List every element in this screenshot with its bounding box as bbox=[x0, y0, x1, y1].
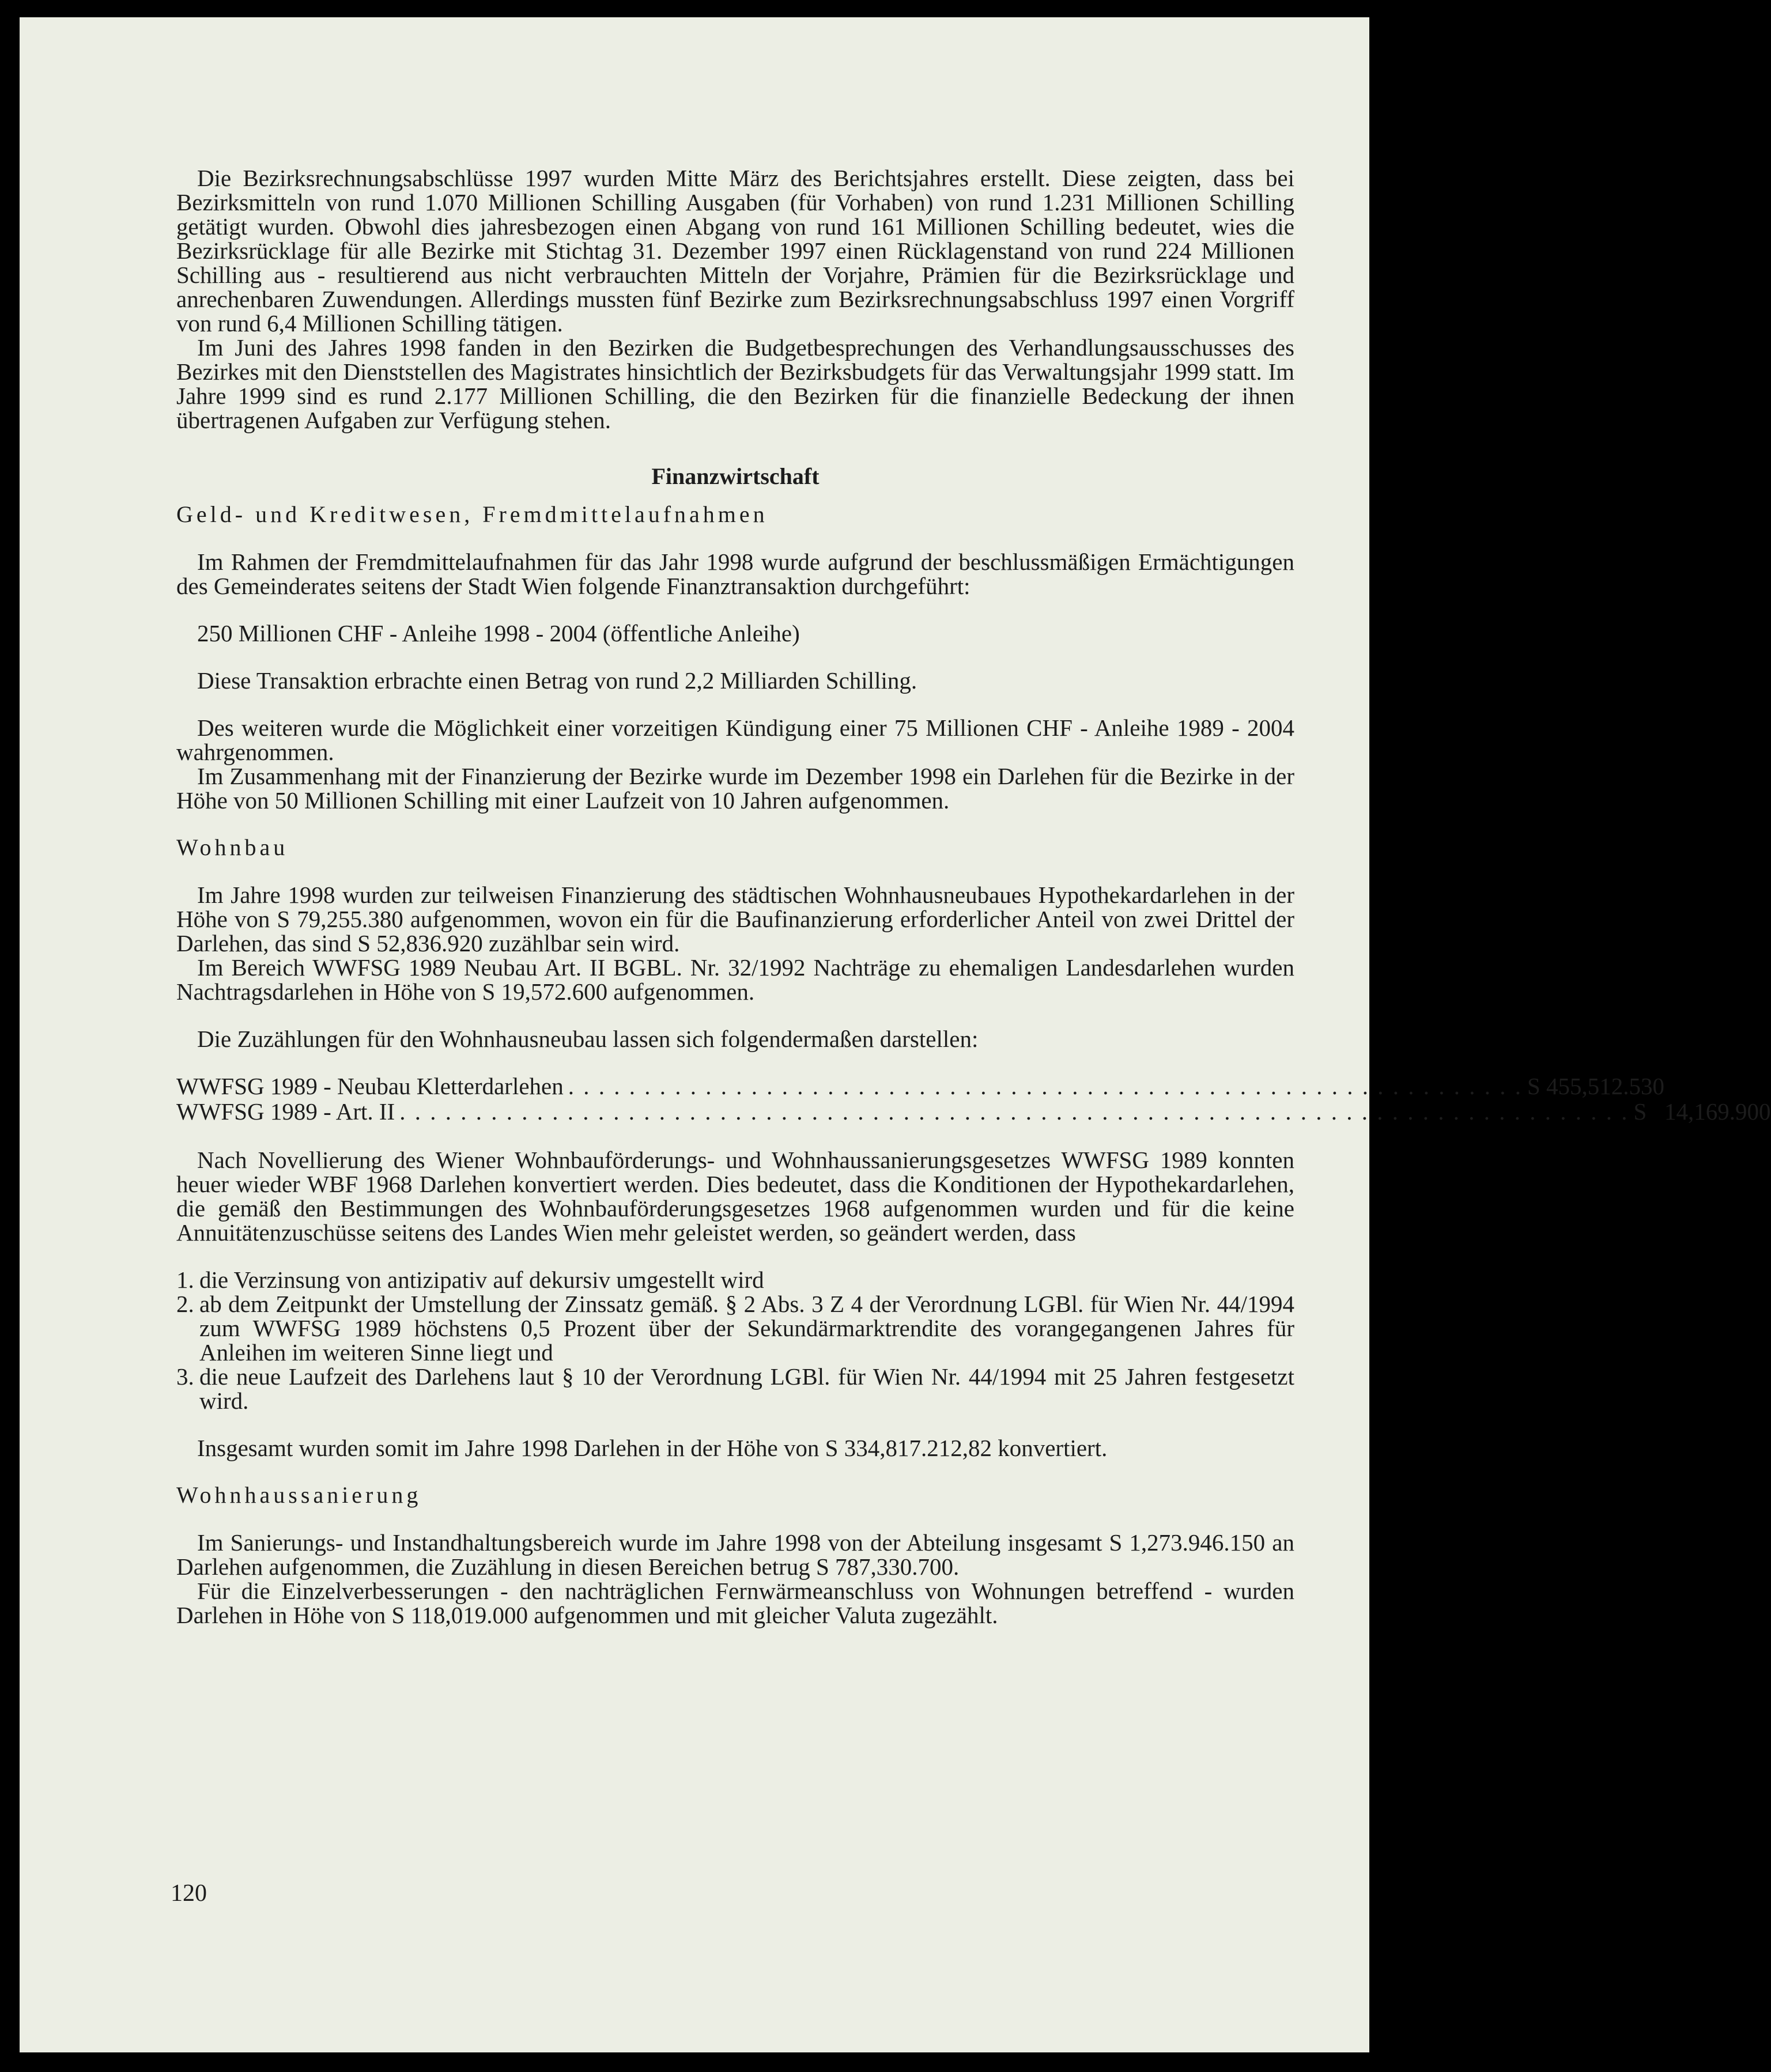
konditionen-list bbox=[176, 1268, 1294, 1413]
ledger-row bbox=[176, 1098, 1771, 1125]
document-page bbox=[20, 17, 1771, 2052]
list-item-number: 2. bbox=[176, 1291, 194, 1317]
paragraph-hypothekardarlehen: Im Jahre 1998 wurden zur teilweisen Finanzierung des städtischen Wohnhausneubaues Hypothekardarlehen in der Höhe von S 79,255.380 aufgenommen, wovon ein für die Baufinanzierung erforderlicher Anteil von zwei Drittel der Darlehen, das sind S 52,836.920 zuzählbar sein wird. bbox=[176, 882, 1294, 956]
list-item-text: die Verzinsung von antizipativ auf dekursiv umgestellt wird bbox=[199, 1266, 764, 1293]
paragraph-kuendigung: Des weiteren wurde die Möglichkeit einer vorzeitigen Kündigung einer 75 Millionen CHF - Anleihe 1989 - 2004 wahrgenommen. bbox=[176, 714, 1294, 765]
paragraph-chf-anleihe: 250 Millionen CHF - Anleihe 1998 - 2004 (öffentliche Anleihe) bbox=[197, 620, 800, 646]
paragraph-nachtragsdarlehen: Im Bereich WWFSG 1989 Neubau Art. II BGBL. Nr. 32/1992 Nachträge zu ehemaligen Landesdarlehen wurden Nachtragsdarlehen in Höhe von S 19,572.600 aufgenommen. bbox=[176, 954, 1294, 1005]
paragraph-einzelverbesserungen: Für die Einzelverbesserungen - den nachträglichen Fernwärmeanschluss von Wohnungen betreffend - wurden Darlehen in Höhe von S 118,019.000 aufgenommen und mit gleicher Valuta zugezählt. bbox=[176, 1578, 1294, 1628]
ledger-label: WWFSG 1989 - Neubau Kletterdarlehen bbox=[176, 1073, 564, 1099]
page-content bbox=[176, 165, 1771, 1628]
paragraph-sanierung: Im Sanierungs- und Instandhaltungsbereich wurde im Jahre 1998 von der Abteilung insgesamt S 1,273.946.150 an Darlehen aufgenommen, die Zuzählung in diesen Bereichen betrug S 787,330.700. bbox=[176, 1529, 1294, 1580]
ledger-dot-leader: . . . . . . . . . . . . . . . . . . . . . . . . . . . . . . . . . . . . . . . . . . . . . . . . . . . . . . . . . . . . . . . . . . . . . . . . . . . . . . . . . bbox=[399, 1098, 1629, 1125]
paragraph-bezirksdarlehen: Im Zusammenhang mit der Finanzierung der Bezirke wurde im Dezember 1998 ein Darlehen für die Bezirke in der Höhe von 50 Millionen Schilling mit einer Laufzeit von 10 Jahren aufgenommen. bbox=[176, 763, 1294, 814]
paragraph-bezirksrechnung: Die Bezirksrechnungsabschlüsse 1997 wurden Mitte März des Berichtsjahres erstellt. Diese zeigten, dass bei Bezirksmitteln von rund 1.070 Millionen Schilling Ausgaben (für Vorhaben) von rund 1.231 Millionen Schilling getätigt wurden. Obwohl dies jahresbezogen einen Abgang von rund 161 Millionen Schilling bedeutet, wies die Bezirksrücklage für alle Bezirke mit Stichtag 31. Dezember 1997 einen Rücklagenstand von rund 224 Millionen Schilling aus - resultierend aus nicht verbrauchten Mitteln der Vorjahre, Prämien für die Bezirksrücklage und anrechenbaren Zuwendungen. Allerdings mussten fünf Bezirke zum Bezirksrechnungsabschluss 1997 einen Vorgriff von rund 6,4 Millionen Schilling tätigen. bbox=[176, 165, 1294, 336]
section-title: Finanzwirtschaft bbox=[651, 463, 820, 489]
ledger-value: S 14,169.900 bbox=[1633, 1098, 1771, 1125]
heading-wohnhaussanierung: Wohnhaussanierung bbox=[176, 1482, 422, 1508]
ledger-row bbox=[176, 1073, 1665, 1099]
paragraph-konvertiert: Insgesamt wurden somit im Jahre 1998 Darlehen in der Höhe von S 334,817.212,82 konvertiert. bbox=[197, 1435, 1108, 1461]
list-item bbox=[176, 1364, 1294, 1413]
list-item-text: ab dem Zeitpunkt der Umstellung der Zinssatz gemäß. § 2 Abs. 3 Z 4 der Verordnung LGBl. für Wien Nr. 44/1994 zum WWFSG 1989 höchstens 0,5 Prozent über der Sekundärmarktrendite des vorangegangenen Jahres für Anleihen im weiteren Sinne liegt und bbox=[199, 1291, 1294, 1366]
ledger-value: S 455,512.530 bbox=[1527, 1073, 1665, 1099]
paragraph-novellierung: Nach Novellierung des Wiener Wohnbauförderungs- und Wohnhaussanierungsgesetzes WWFSG 1989 konnten heuer wieder WBF 1968 Darlehen konvertiert werden. Dies bedeutet, dass die Konditionen der Hypothekardarlehen, die gemäß den Bestimmungen des Wohnbauförderungsgesetzes 1968 aufgenommen wurden und für die keine Annuitätenzuschüsse seitens des Landes Wien mehr geleistet werden, so geändert werden, dass bbox=[176, 1147, 1294, 1246]
list-item bbox=[176, 1268, 1294, 1292]
list-item-number: 3. bbox=[176, 1363, 194, 1390]
heading-wohnbau: Wohnbau bbox=[176, 834, 289, 860]
paragraph-zuzaehlungen: Die Zuzählungen für den Wohnhausneubau lassen sich folgendermaßen darstellen: bbox=[197, 1026, 979, 1052]
heading-geld-kreditwesen: Geld- und Kreditwesen, Fremdmittelaufnahmen bbox=[176, 501, 768, 527]
list-item bbox=[176, 1292, 1294, 1364]
page-number: 120 bbox=[171, 1880, 207, 1907]
list-item-number: 1. bbox=[176, 1266, 194, 1293]
paragraph-fremdmittel: Im Rahmen der Fremdmittelaufnahmen für das Jahr 1998 wurde aufgrund der beschlussmäßigen Ermächtigungen des Gemeinderates seitens der Stadt Wien folgende Finanztransaktion durchgeführt: bbox=[176, 549, 1294, 599]
zuzaehlungen-ledger bbox=[176, 1073, 1771, 1125]
ledger-label: WWFSG 1989 - Art. II bbox=[176, 1098, 395, 1125]
paragraph-budgetbesprechungen: Im Juni des Jahres 1998 fanden in den Bezirken die Budgetbesprechungen des Verhandlungsausschusses des Bezirkes mit den Dienststellen des Magistrates hinsichtlich der Bezirksbudgets für das Verwaltungsjahr 1999 statt. Im Jahre 1999 sind es rund 2.177 Millionen Schilling, die den Bezirken für die finanzielle Bedeckung der ihnen übertragenen Aufgaben zur Verfügung stehen. bbox=[176, 334, 1294, 433]
ledger-dot-leader: . . . . . . . . . . . . . . . . . . . . . . . . . . . . . . . . . . . . . . . . . . . . . . . . . . . . . . . . . . . . . . . bbox=[568, 1073, 1523, 1099]
list-item-text: die neue Laufzeit des Darlehens laut § 10 der Verordnung LGBl. für Wien Nr. 44/1994 mit 25 Jahren festgesetzt wird. bbox=[199, 1363, 1294, 1414]
paragraph-transaktion: Diese Transaktion erbrachte einen Betrag von rund 2,2 Milliarden Schilling. bbox=[197, 667, 917, 694]
